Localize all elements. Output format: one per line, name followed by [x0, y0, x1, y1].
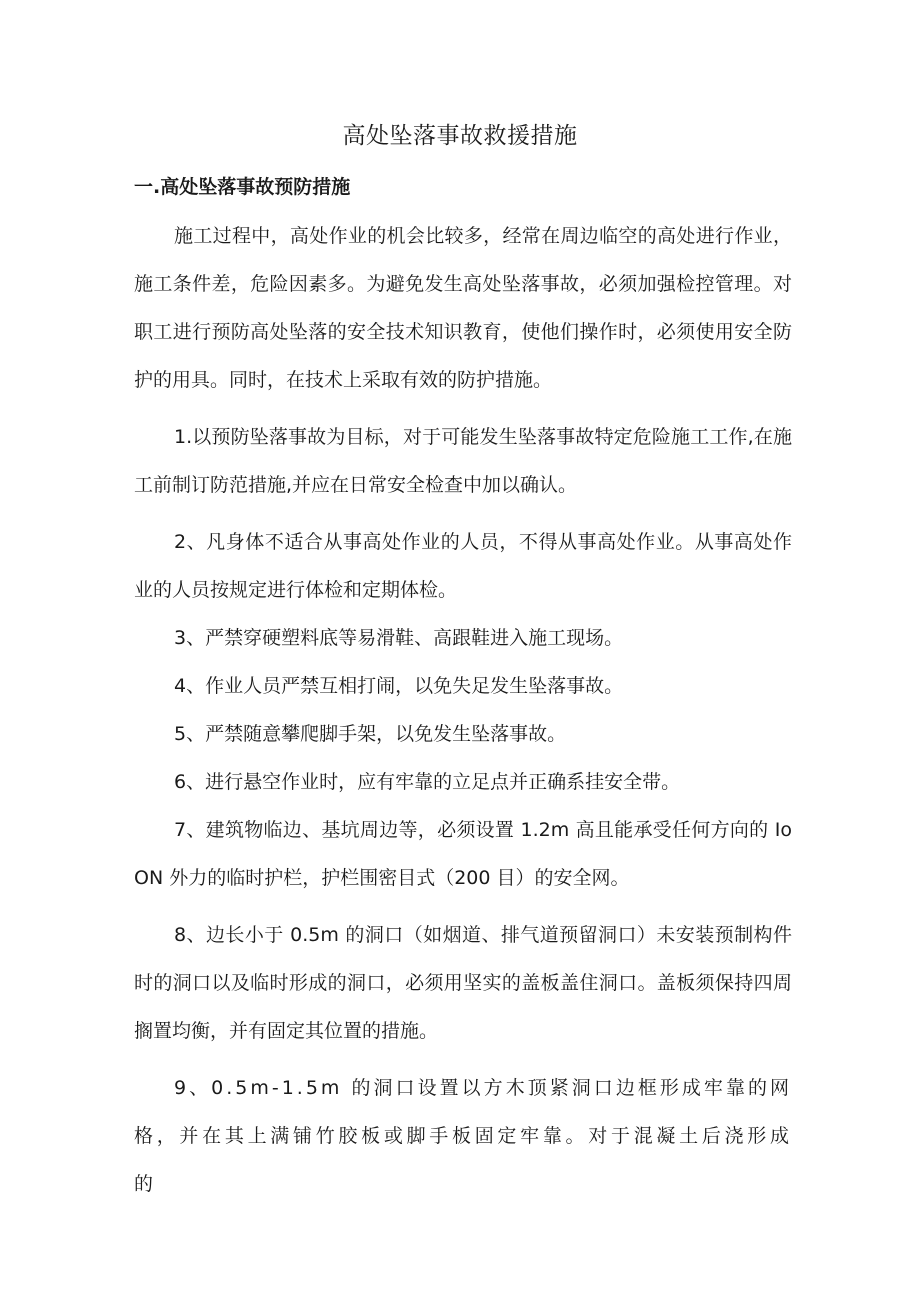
paragraph-item-4: 4、作业人员严禁互相打闹，以免失足发生坠落事故。 — [174, 675, 624, 697]
paragraph-item-8: 8、边长小于 0.5m 的洞口（如烟道、排气道预留洞口）未安装预制构件时的洞口以及临时形成的洞口，必须用坚实的盖板盖住洞口。盖板须保持四周搁置均衡，并有固定其位置的措施。 — [134, 924, 792, 1042]
paragraph-item-3: 3、严禁穿硬塑料底等易滑鞋、高跟鞋进入施工现场。 — [174, 627, 624, 649]
paragraph-item-9: 9、0.5m-1.5m 的洞口设置以方木顶紧洞口边框形成牢靠的网格，并在其上满铺竹胶板或脚手板固定牢靠。对于混凝土后浇形成的 — [134, 1077, 792, 1195]
paragraph-item-1: 1.以预防坠落事故为目标，对于可能发生坠落事故特定危险施工工作,在施工前制订防范措施,并应在日常安全检查中加以确认。 — [134, 426, 792, 496]
paragraph-item-2: 2、凡身体不适合从事高处作业的人员，不得从事高处作业。从事高处作业的人员按规定进行体检和定期体检。 — [134, 531, 792, 601]
section-heading: 一.高处坠落事故预防措施 — [134, 176, 351, 198]
paragraph-item-5: 5、严禁随意攀爬脚手架，以免发生坠落事故。 — [174, 723, 567, 745]
paragraph-item-6: 6、进行悬空作业时，应有牢靠的立足点并正确系挂安全带。 — [174, 771, 681, 793]
document-body — [134, 212, 792, 1208]
paragraph-intro: 施工过程中，高处作业的机会比较多，经常在周边临空的高处进行作业，施工条件差，危险因素多。为避免发生高处坠落事故，必须加强检控管理。对职工进行预防高处坠落的安全技术知识教育，使他们操作时，必须使用安全防护的用具。同时，在技术上采取有效的防护措施。 — [134, 225, 792, 391]
paragraph-item-7: 7、建筑物临边、基坑周边等，必须设置 1.2m 高且能承受任何方向的 IoON 外力的临时护栏，护栏围密目式（200 目）的安全网。 — [134, 819, 792, 889]
document-title: 高处坠落事故救援措施 — [342, 123, 578, 149]
